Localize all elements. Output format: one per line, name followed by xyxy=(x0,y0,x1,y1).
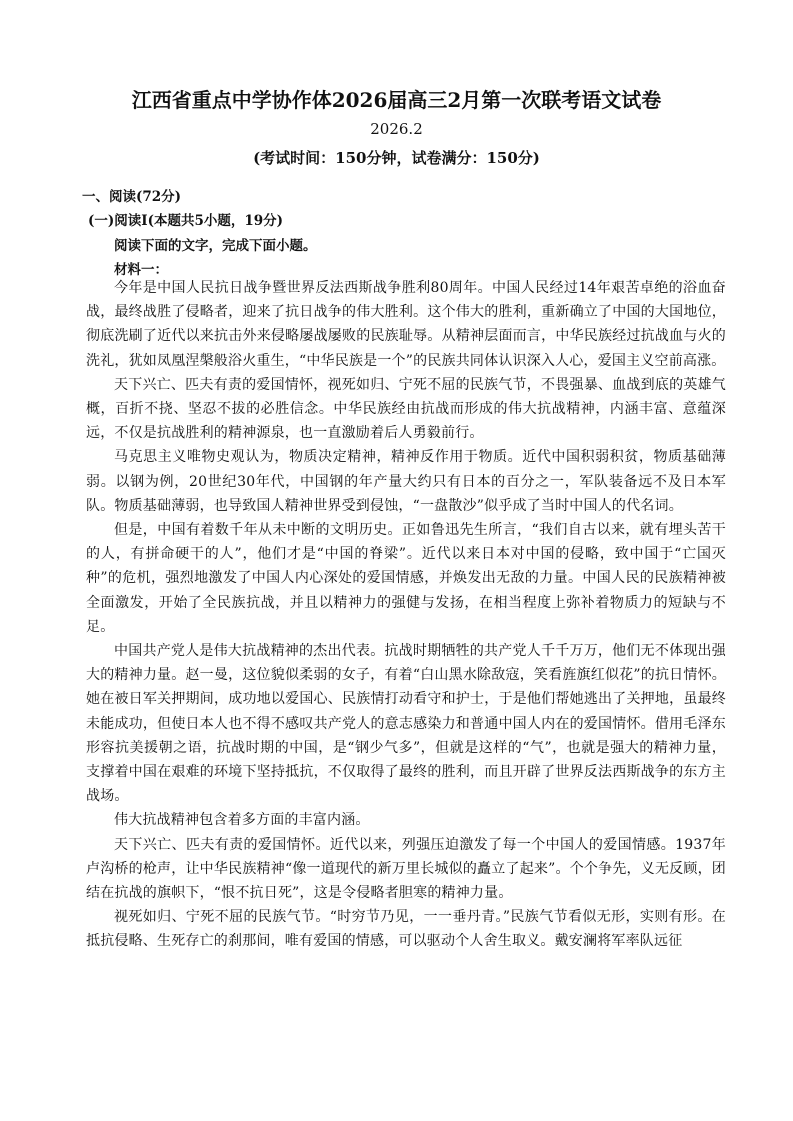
passage-paragraph: 但是，中国有着数千年从未中断的文明历史。正如鲁迅先生所言，“我们自古以来，就有埋头苦干的人，有拼命硬干的人”，他们才是“中国的脊梁”。近代以来日本对中国的侵略，致中国于“亡国灭种”的危机，强烈地激发了中国人内心深处的爱国情感，并焕发出无敌的力量。中国人民的民族精神被全面激发，开始了全民族抗战，并且以精神力的强健与发扬，在相当程度上弥补着物质力的短缺与不足。 xyxy=(86,522,726,635)
exam-date: 2026.2 xyxy=(370,120,423,138)
passage-paragraph: 天下兴亡、匹夫有责的爱国情怀。近代以来，列强压迫激发了每一个中国人的爱国情感。1937年卢沟桥的枪声，让中华民族精神“像一道现代的新万里长城似的矗立了起来”。个个争先，义无反顾，团结在抗战的旗帜下，“恨不抗日死”，这是令侵略者胆寒的精神力量。 xyxy=(86,836,726,902)
section-heading: 一、阅读(72分) xyxy=(82,189,182,205)
passage-paragraph: 今年是中国人民抗日战争暨世界反法西斯战争胜利80周年。中国人民经过14年艰苦卓绝的浴血奋战，最终战胜了侵略者，迎来了抗日战争的伟大胜利。这个伟大的胜利，重新确立了中国的大国地位，彻底洗刷了近代以来抗击外来侵略屡战屡败的民族耻辱。从精神层面而言，中华民族经过抗战血与火的洗礼，犹如凤凰涅槃般浴火重生，“中华民族是一个”的民族共同体认识深入人心，爱国主义空前高涨。 xyxy=(86,280,726,369)
passage-body xyxy=(86,276,726,954)
exam-title: 江西省重点中学协作体2026届高三2月第一次联考语文试卷 xyxy=(131,88,662,112)
passage-paragraph: 中国共产党人是伟大抗战精神的杰出代表。抗战时期牺牲的共产党人千千万万，他们无不体现出强大的精神力量。赵一曼，这位貌似柔弱的女子，有着“白山黑水除敌寇，笑看旌旗红似花”的抗日情怀。她在被日军关押期间，成功地以爱国心、民族情打动看守和护士，于是他们帮她逃出了关押地，虽最终未能成功，但使日本人也不得不感叹共产党人的意志感染力和普通中国人内在的爱国情怀。借用毛泽东形容抗美援朝之语，抗战时期的中国，是“钢少气多”，但就是这样的“气”，也就是强大的精神力量，支撑着中国在艰难的环境下坚持抵抗，不仅取得了最终的胜利，而且开辟了世界反法西斯战争的东方主战场。 xyxy=(86,643,726,805)
subsection-heading: (一)阅读Ⅰ(本题共5小题，19分) xyxy=(88,213,284,229)
passage-paragraph: 视死如归、宁死不屈的民族气节。“时穷节乃见，一一垂丹青。”民族气节看似无形，实则有形。在抵抗侵略、生死存亡的刹那间，唯有爱国的情感，可以驱动个人舍生取义。戴安澜将军率队远征 xyxy=(86,909,726,950)
reading-instruction: 阅读下面的文字，完成下面小题。 xyxy=(114,238,317,254)
exam-info: (考试时间：150分钟，试卷满分：150分) xyxy=(253,149,540,167)
passage-paragraph: 伟大抗战精神包含着多方面的丰富内涵。 xyxy=(114,812,370,829)
passage-paragraph: 天下兴亡、匹夫有责的爱国情怀，视死如归、宁死不屈的民族气节，不畏强暴、血战到底的英雄气概，百折不挠、坚忍不拔的必胜信念。中华民族经由抗战而形成的伟大抗战精神，内涵丰富、意蕴深远，不仅是抗战胜利的精神源泉，也一直激励着后人勇毅前行。 xyxy=(86,376,726,442)
passage-paragraph: 马克思主义唯物史观认为，物质决定精神，精神反作用于物质。近代中国积弱积贫，物质基础薄弱。以钢为例，20世纪30年代，中国钢的年产量大约只有日本的百分之一，军队装备远不及日本军队。物质基础薄弱，也导致国人精神世界受到侵蚀，“一盘散沙”似乎成了当时中国人的代名词。 xyxy=(86,449,726,514)
material-label: 材料一： xyxy=(114,262,168,278)
